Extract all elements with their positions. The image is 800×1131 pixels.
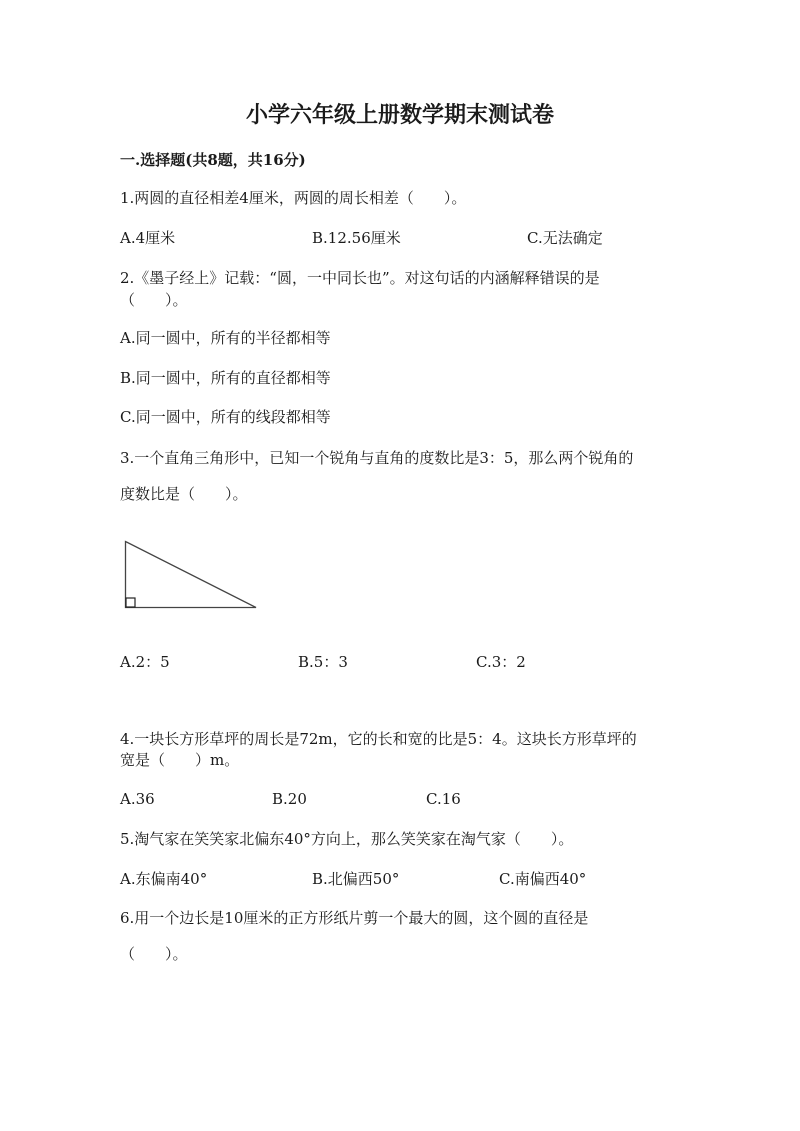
- question-6-stem-line-2: （ ）。: [120, 945, 188, 963]
- question-1-option-c[interactable]: C.无法确定: [527, 229, 603, 247]
- question-5-option-c[interactable]: C.南偏西40°: [499, 870, 587, 888]
- triangle-outline: [126, 542, 257, 608]
- question-5-option-a[interactable]: A.东偏南40°: [120, 870, 208, 888]
- question-1-option-a[interactable]: A.4厘米: [120, 229, 176, 247]
- question-4-stem-line-1: 4.一块长方形草坪的周长是72m，它的长和宽的比是5：4。这块长方形草坪的: [120, 730, 637, 748]
- question-4-option-c[interactable]: C.16: [426, 790, 461, 808]
- right-triangle-figure: [120, 536, 270, 616]
- question-4-option-b[interactable]: B.20: [272, 790, 307, 808]
- question-2-stem-line-1: 2.《墨子经上》记载：“圆，一中同长也”。对这句话的内涵解释错误的是: [120, 269, 600, 287]
- right-angle-marker: [126, 598, 135, 607]
- question-2-option-c[interactable]: C.同一圆中，所有的线段都相等: [120, 408, 331, 426]
- question-3-option-a[interactable]: A.2：5: [120, 653, 170, 671]
- question-1-stem: 1.两圆的直径相差4厘米，两圆的周长相差（ ）。: [120, 189, 467, 207]
- question-1-option-b[interactable]: B.12.56厘米: [312, 229, 401, 247]
- question-4-option-a[interactable]: A.36: [120, 790, 155, 808]
- question-5-option-b[interactable]: B.北偏西50°: [312, 870, 400, 888]
- section-heading: 一.选择题(共8题，共16分): [120, 151, 306, 169]
- question-2-stem-line-2: （ ）。: [120, 291, 188, 309]
- question-3-stem-line-2: 度数比是（ ）。: [120, 485, 248, 503]
- question-2-option-b[interactable]: B.同一圆中，所有的直径都相等: [120, 369, 331, 387]
- question-5-stem: 5.淘气家在笑笑家北偏东40°方向上，那么笑笑家在淘气家（ ）。: [120, 830, 574, 848]
- question-2-option-a[interactable]: A.同一圆中，所有的半径都相等: [120, 329, 331, 347]
- question-3-stem-line-1: 3.一个直角三角形中，已知一个锐角与直角的度数比是3：5，那么两个锐角的: [120, 449, 634, 467]
- question-4-stem-line-2: 宽是（ ）m。: [120, 751, 240, 769]
- question-3-option-b[interactable]: B.5：3: [298, 653, 348, 671]
- question-3-option-c[interactable]: C.3：2: [476, 653, 526, 671]
- page-title: 小学六年级上册数学期末测试卷: [245, 102, 554, 128]
- question-6-stem-line-1: 6.用一个边长是10厘米的正方形纸片剪一个最大的圆，这个圆的直径是: [120, 909, 589, 927]
